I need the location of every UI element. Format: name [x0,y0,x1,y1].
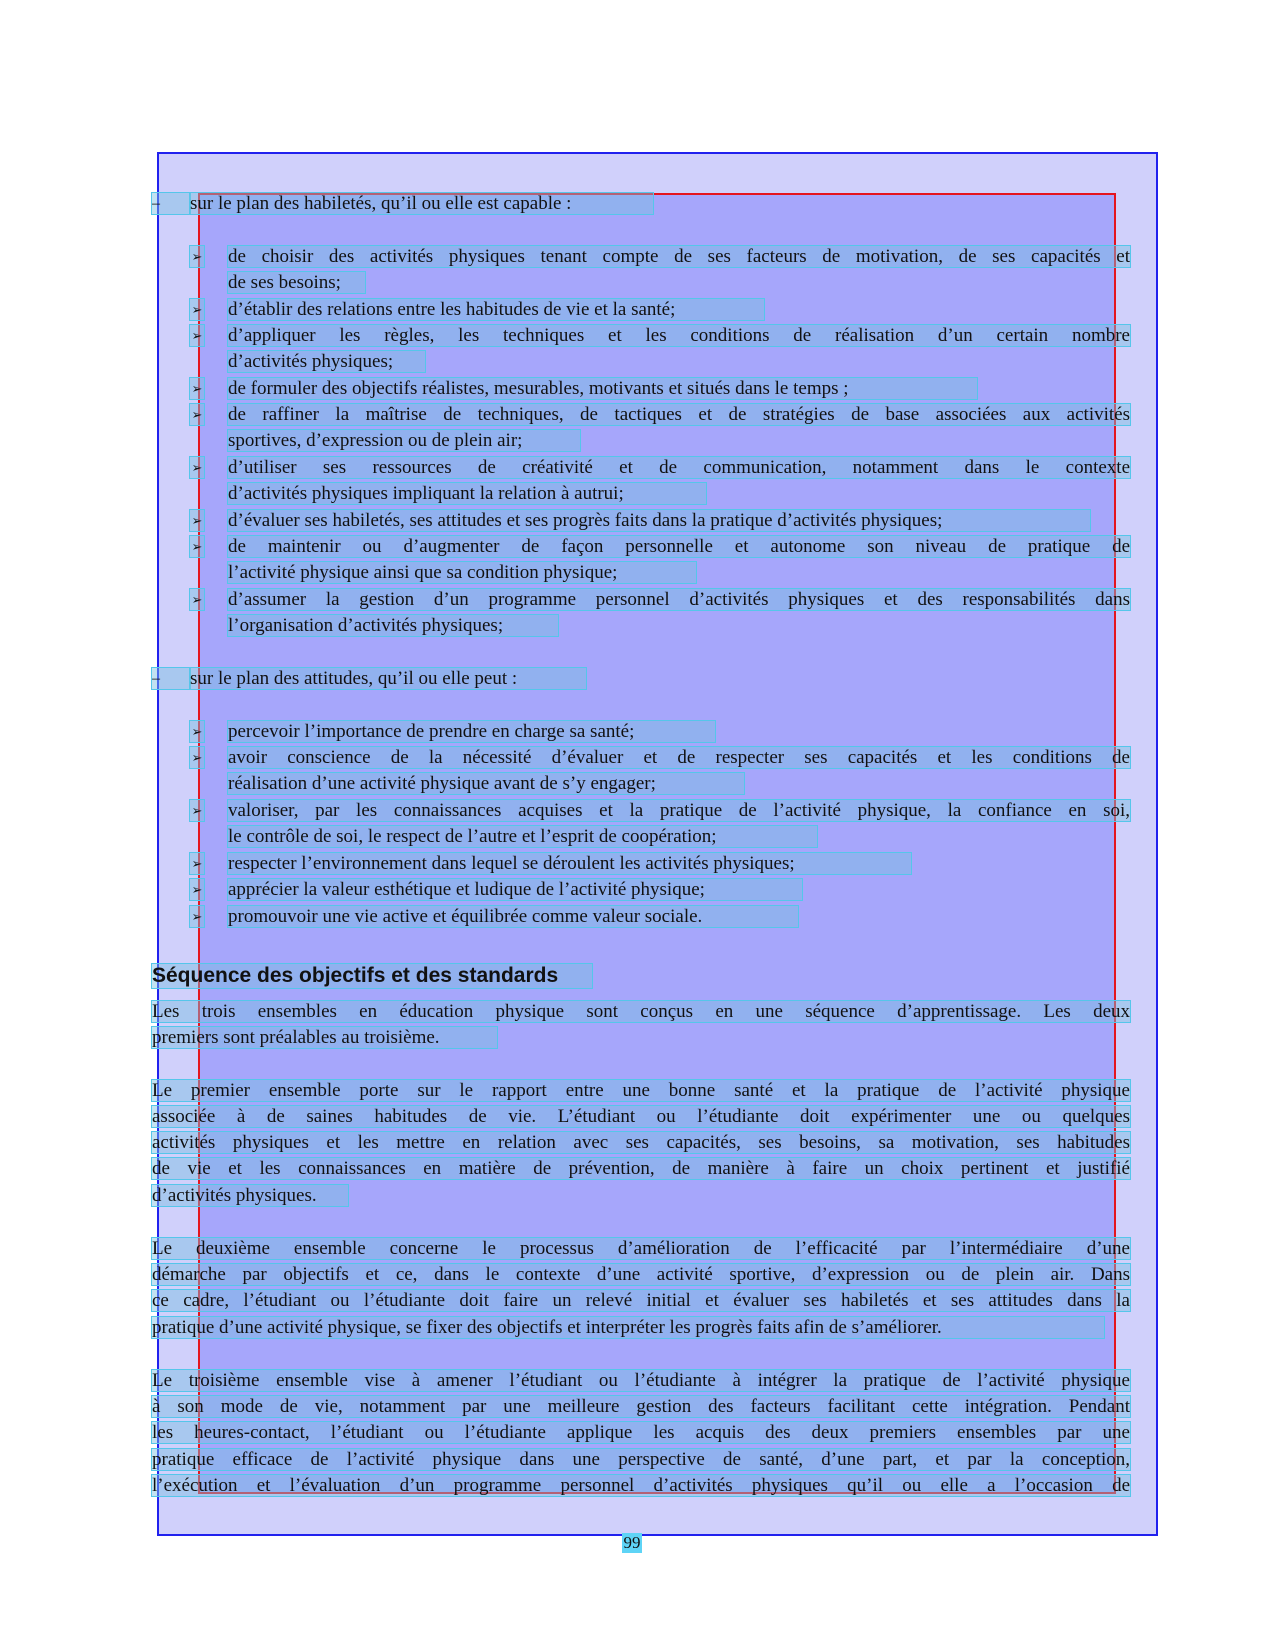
list-item-line: de formuler des objectifs réalistes, mesurables, motivants et situés dans le temps ; [228,378,977,399]
list-item-line: d’utiliser ses ressources de créativité et de communication, notamment dans le contexte [228,457,1130,478]
dash-marker: – [152,193,190,214]
list-item-line: l’activité physique ainsi que sa condition physique; [228,562,696,583]
list-item-line: le contrôle de soi, le respect de l’autre et l’esprit de coopération; [228,826,817,847]
paragraph-line: ce cadre, l’étudiant ou l’étudiante doit faire un relevé initial et évaluer ses habiletés et ses attitudes dans la [152,1290,1130,1311]
list-item-line: respecter l’environnement dans lequel se déroulent les activités physiques; [228,853,911,874]
list-item-line: de maintenir ou d’augmenter de façon personnelle et autonome son niveau de pratique de [228,536,1130,557]
bullet-marker: ➢ [190,747,204,768]
list-item-line: d’établir des relations entre les habitudes de vie et la santé; [228,299,764,320]
paragraph-line: activités physiques et les mettre en relation avec ses capacités, ses besoins, sa motivation, ses habitudes [152,1132,1130,1153]
list-item-line: de ses besoins; [228,272,365,293]
paragraph-line: Le troisième ensemble vise à amener l’étudiant ou l’étudiante à intégrer la pratique de l’activité physique [152,1370,1130,1391]
paragraph-line: démarche par objectifs et ce, dans le contexte d’une activité sportive, d’expression ou de plein air. Dans [152,1264,1130,1285]
paragraph-line: Le deuxième ensemble concerne le processus d’amélioration de l’efficacité par l’intermédiaire d’une [152,1238,1130,1259]
paragraph-line: premiers sont préalables au troisième. [152,1027,497,1048]
paragraph-line: de vie et les connaissances en matière de prévention, de manière à faire un choix pertinent et justifié [152,1158,1130,1179]
list-item-line: valoriser, par les connaissances acquises et la pratique de l’activité physique, la confiance en soi, [228,800,1130,821]
bullet-marker: ➢ [190,879,204,900]
list-item-line: d’évaluer ses habiletés, ses attitudes et ses progrès faits dans la pratique d’activités physiques; [228,510,1090,531]
bullet-marker: ➢ [190,404,204,425]
list-item-line: de choisir des activités physiques tenant compte de ses facteurs de motivation, de ses capacités et [228,246,1130,267]
paragraph-line: d’activités physiques. [152,1185,348,1206]
list-item-line: d’assumer la gestion d’un programme personnel d’activités physiques et des responsabilités dans [228,589,1130,610]
list-item-line: de raffiner la maîtrise de techniques, de tactiques et de stratégies de base associées aux activités [228,404,1130,425]
paragraph-line: Le premier ensemble porte sur le rapport entre une bonne santé et la pratique de l’activité physique [152,1080,1130,1101]
dash-marker: – [152,668,190,689]
list-item-line: l’organisation d’activités physiques; [228,615,558,636]
list-item-line: avoir conscience de la nécessité d’évaluer et de respecter ses capacités et les conditions de [228,747,1130,768]
list-item-line: d’activités physiques impliquant la relation à autrui; [228,483,706,504]
bullet-marker: ➢ [190,536,204,557]
section-heading: Séquence des objectifs et des standards [152,964,592,988]
list-item-line: d’activités physiques; [228,351,425,372]
paragraph-line: l’exécution et l’évaluation d’un programme personnel d’activités physiques qu’il ou elle a l’occasion de [152,1475,1130,1496]
section-intro-attitudes: sur le plan des attitudes, qu’il ou elle peut : [190,668,586,689]
bullet-marker: ➢ [190,457,204,478]
bullet-marker: ➢ [190,378,204,399]
bullet-marker: ➢ [190,906,204,927]
list-item-line: réalisation d’une activité physique avant de s’y engager; [228,773,744,794]
list-item-line: apprécier la valeur esthétique et ludique de l’activité physique; [228,879,802,900]
list-item-line: percevoir l’importance de prendre en charge sa santé; [228,721,715,742]
paragraph-line: Les trois ensembles en éducation physique sont conçus en une séquence d’apprentissage. Les deux [152,1001,1130,1022]
paragraph-line: les heures-contact, l’étudiant ou l’étudiante applique les acquis des deux premiers ensembles par une [152,1422,1130,1443]
bullet-marker: ➢ [190,853,204,874]
paragraph-line: pratique efficace de l’activité physique dans une perspective de santé, d’une part, et par la conception, [152,1449,1130,1470]
paragraph-line: pratique d’une activité physique, se fixer des objectifs et interpréter les progrès faits afin de s’améliorer. [152,1317,1104,1338]
paragraph-line: à son mode de vie, notamment par une meilleure gestion des facteurs facilitant cette intégration. Pendant [152,1396,1130,1417]
bullet-marker: ➢ [190,246,204,267]
bullet-marker: ➢ [190,800,204,821]
bullet-marker: ➢ [190,589,204,610]
list-item-line: promouvoir une vie active et équilibrée comme valeur sociale. [228,906,798,927]
paragraph-line: associée à de saines habitudes de vie. L’étudiant ou l’étudiante doit expérimenter une ou quelques [152,1106,1130,1127]
page-number: 99 [623,1533,641,1552]
bullet-marker: ➢ [190,325,204,346]
section-intro-habiletes: sur le plan des habiletés, qu’il ou elle est capable : [190,193,653,214]
list-item-line: d’appliquer les règles, les techniques et les conditions de réalisation d’un certain nombre [228,325,1130,346]
bullet-marker: ➢ [190,510,204,531]
bullet-marker: ➢ [190,721,204,742]
list-item-line: sportives, d’expression ou de plein air; [228,430,580,451]
bullet-marker: ➢ [190,299,204,320]
